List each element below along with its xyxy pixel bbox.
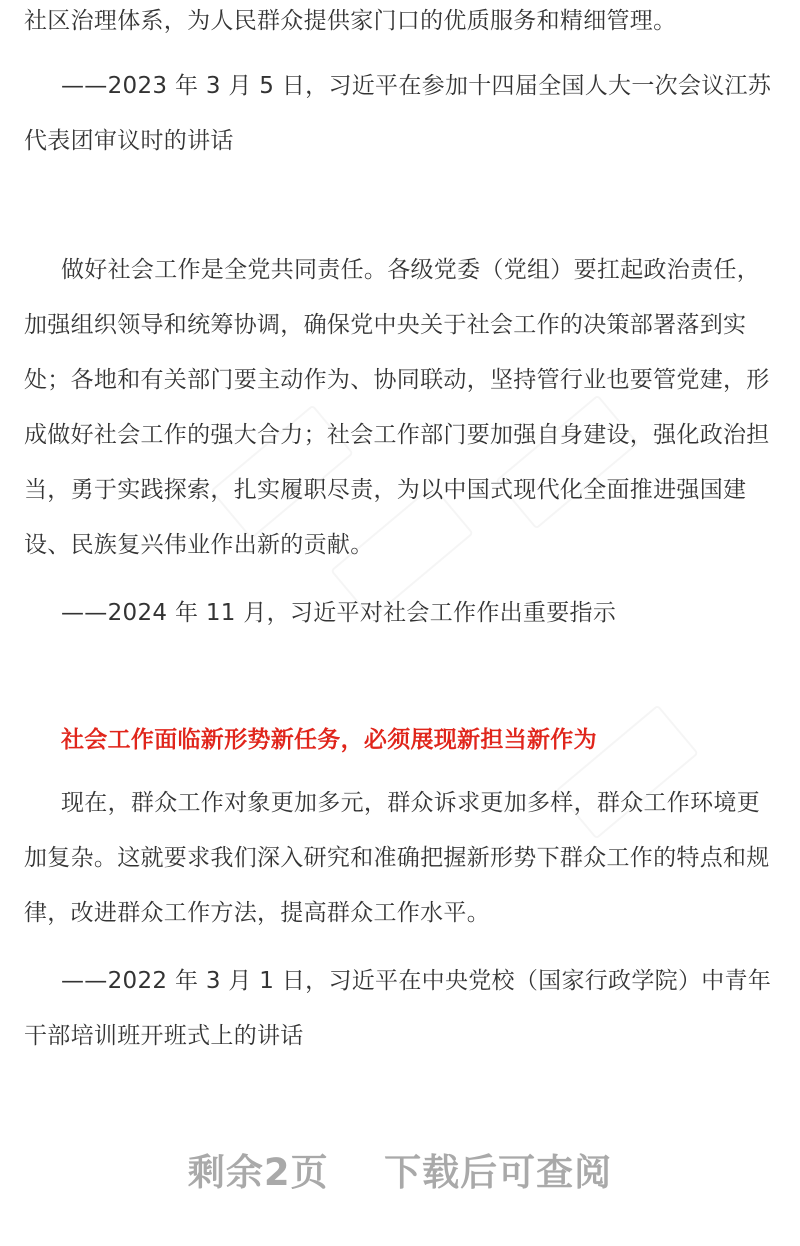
paragraph-continuation: 社区治理体系，为人民群众提供家门口的优质服务和精细管理。	[24, 8, 677, 34]
citation-2022: ——2022 年 3 月 1 日，习近平在中央党校（国家行政学院）中青年干部培训班开班式上的讲话	[24, 968, 772, 1049]
paragraph-mass-work: 现在，群众工作对象更加多元，群众诉求更加多样，群众工作环境更加复杂。这就要求我们深入研究和准确把握新形势下群众工作的特点和规律，改进群众工作方法，提高群众工作水平。	[24, 790, 770, 926]
remaining-pages-notice: 剩余2页 下载后可查阅	[187, 1151, 613, 1194]
section-heading: 社会工作面临新形势新任务，必须展现新担当新作为	[61, 727, 597, 753]
paragraph-social-work-responsibility: 做好社会工作是全党共同责任。各级党委（党组）要扛起政治责任，加强组织领导和统筹协调，确保党中央关于社会工作的决策部署落到实处；各地和有关部门要主动作为、协同联动，坚持管行业也要管党建，形成做好社会工作的强大合力；社会工作部门要加强自身建设，强化政治担当，勇于实践探索，扎实履职尽责，为以中国式现代化全面推进强国建设、民族复兴伟业作出新的贡献。	[24, 257, 770, 558]
citation-2024: ——2024 年 11 月，习近平对社会工作作出重要指示	[61, 600, 617, 626]
citation-2023: ——2023 年 3 月 5 日，习近平在参加十四届全国人大一次会议江苏代表团审议时的讲话	[24, 73, 772, 154]
